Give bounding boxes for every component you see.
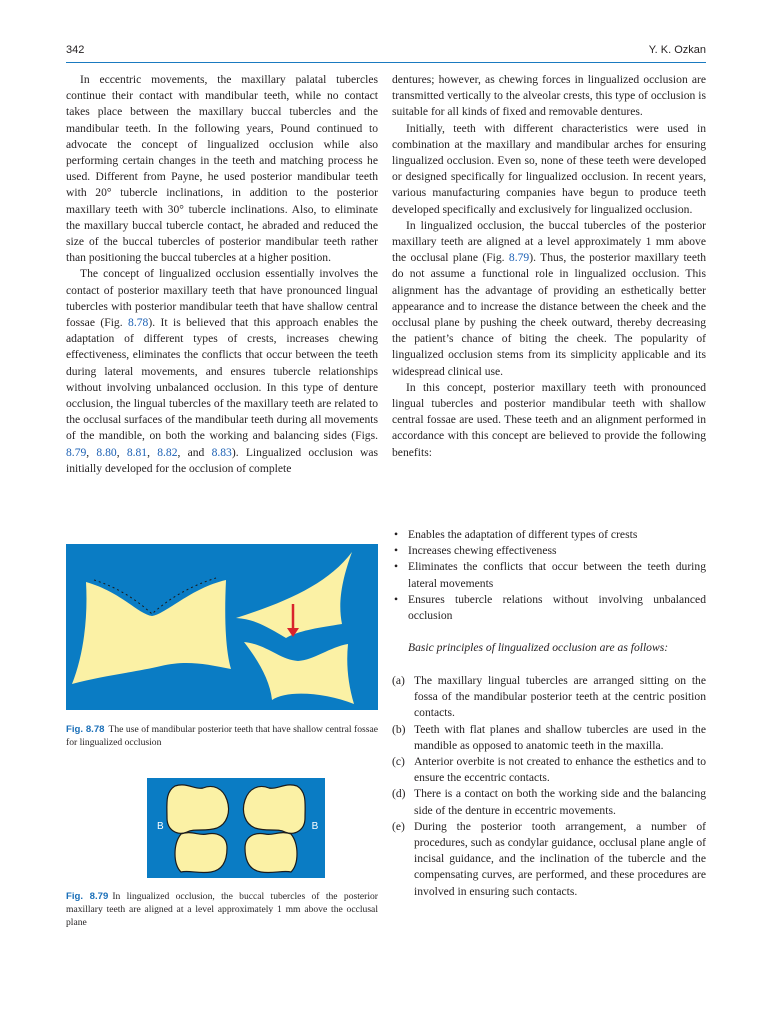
right-column — [392, 72, 706, 461]
buccal-marker-left: B — [157, 821, 164, 832]
figure-reference-link[interactable]: 8.83 — [211, 445, 232, 459]
list-item: (c) Anterior overbite is not created to enhance the esthetics and to ensure the eccentric contacts. — [392, 755, 706, 785]
list-marker: (c) — [392, 755, 405, 769]
occlusion-illustration — [66, 544, 378, 710]
list-item: (b) Teeth with flat planes and shallow tubercles are used in the mandible as opposed to anatomic teeth in the maxilla. — [392, 722, 706, 752]
figure-reference-link[interactable]: 8.79 — [508, 251, 530, 265]
principles-list — [392, 673, 706, 900]
paragraph: In this concept, posterior maxillary teeth with pronounced lingual tubercles and posterior mandibular teeth with shallow central fossae are used. These teeth and an alignment performed in accordance with this concept are believed to provide the following benefits: — [392, 380, 706, 459]
figure-reference-link[interactable]: 8.78 — [128, 316, 149, 330]
figure-label: Fig. 8.79 — [66, 891, 109, 902]
list-item: • Ensures tubercle relations without involving unbalanced occlusion — [392, 592, 706, 624]
list-item: (a) The maxillary lingual tubercles are arranged sitting on the fossa of the mandibular posterior teeth at the centric position contacts. — [392, 674, 706, 720]
list-item: (d) There is a contact on both the working side and the balancing side of the denture in eccentric movements. — [392, 787, 706, 817]
figure-reference-link[interactable]: 8.80 — [96, 445, 117, 459]
list-marker: (a) — [392, 674, 405, 687]
figure-caption: Fig. 8.79 In lingualized occlusion, the buccal tubercles of the posterior maxillary teeth are aligned at a level approximately 1 mm above the occlusal plane — [66, 891, 378, 928]
figure-reference-link[interactable]: 8.81 — [126, 445, 148, 459]
list-marker: (b) — [392, 722, 406, 736]
benefits-list — [392, 527, 706, 624]
header-rule — [66, 62, 706, 63]
list-item: (e) During the posterior tooth arrangement, a number of procedures, such as condylar guidance, occlusal plane angle of incisal guidance, and the inclination of the tubercle and the compensating curves, are performed, and these procedures are involved in ensuring such contacts. — [392, 819, 706, 898]
figure-8-78 — [66, 544, 378, 710]
list-item: • Increases chewing effectiveness — [392, 543, 706, 559]
figure-label: Fig. 8.78 — [66, 724, 105, 735]
paragraph: In lingualized occlusion, the buccal tubercles of the posterior maxillary teeth are aligned at a level approximately 1 mm above the occlusal plane (Fig. 8.79). Thus, the posterior maxillary teeth do not assume a functional role in lingualized occlusion. This alignment has the advantage of providing an esthetically better appearance and to increase the distance between the cheek and the occlusal plane by pushing the cheek outward, thereby decreasing the patient’s chance of biting the cheek. The popularity of lingualized occlusion stems from its simplicity applicable and its widespread clinical use. — [392, 218, 706, 378]
paragraph: In eccentric movements, the maxillary palatal tubercles continue their contact with mandibular teeth, while no contact takes place between the maxillary buccal tubercles and the mandibular teeth. In the following years, Pound continued to advocate the concept of lingualized occlusion while also performing certain changes in the teeth and matching process he used. Different from Payne, he used posterior mandibular teeth with 20° tubercle inclinations, in addition to the posterior maxillary teeth with 30° tubercle inclinations. Also, to eliminate the maxillary buccal tubercle contact, he abraded and reduced the size of the buccal tubercles of posterior mandibular teeth rather than positioning the buccal tubercles at a higher position. — [66, 73, 378, 265]
figure-8-79 — [147, 778, 325, 878]
buccal-marker-right: B — [311, 821, 319, 832]
list-marker: (d) — [392, 787, 406, 801]
figure-reference-link[interactable]: 8.79 — [66, 445, 87, 459]
paragraph: dentures; however, as chewing forces in lingualized occlusion are transmitted vertically to the alveolar crests, this type of occlusion is suitable for all kinds of fixed and removable dentures. — [392, 73, 706, 119]
page-number: 342 — [66, 44, 85, 56]
list-item: • Enables the adaptation of different types of crests — [392, 527, 706, 543]
tooth-shape — [175, 833, 227, 873]
tooth-shape — [245, 833, 297, 873]
paragraph: Initially, teeth with different characteristics were used in combination at the maxillary and mandibular arches for ensuring lingualized occlusion. Even so, none of these teeth were developed or designed specifically for lingualized occlusion. In recent years, various manufacturing companies have begun to produce teeth developed specifically and exclusively for lingualized occlusion. — [392, 121, 706, 216]
left-column — [66, 72, 378, 477]
tooth-shape — [243, 785, 305, 833]
page-header — [66, 44, 706, 62]
tooth-shape — [167, 785, 229, 833]
list-item: • Eliminates the conflicts that occur between the teeth during lateral movements — [392, 559, 706, 591]
principles-heading: Basic principles of lingualized occlusion are as follows: — [408, 641, 669, 654]
occlusion-illustration — [147, 778, 325, 878]
figure-caption: Fig. 8.78 The use of mandibular posterior teeth that have shallow central fossae for lingualized occlusion — [66, 724, 378, 748]
running-author: Y. K. Ozkan — [648, 44, 706, 56]
figure-reference-link[interactable]: 8.82 — [157, 445, 178, 459]
list-marker: (e) — [392, 819, 405, 833]
paragraph: The concept of lingualized occlusion essentially involves the contact of posterior maxillary teeth that have pronounced lingual tubercles with posterior mandibular teeth that have shallow central fossae (Fig. 8.78). It is believed that this approach enables the adaptation of different types of crests, increases chewing effectiveness, eliminates the conflicts that occur between the teeth during lateral movements, and ensures tubercle relationships without involving unbalanced occlusion. In this type of denture occlusion, the lingual tubercles of the maxillary teeth are related to the occlusal surfaces of the mandibular teeth during all movements of the mandible, on both the working and balancing sides (Figs. 8.79, 8.80, 8.81, 8.82, and 8.83). Lingualized occlusion was initially developed for the occlusion of complete — [66, 267, 379, 475]
